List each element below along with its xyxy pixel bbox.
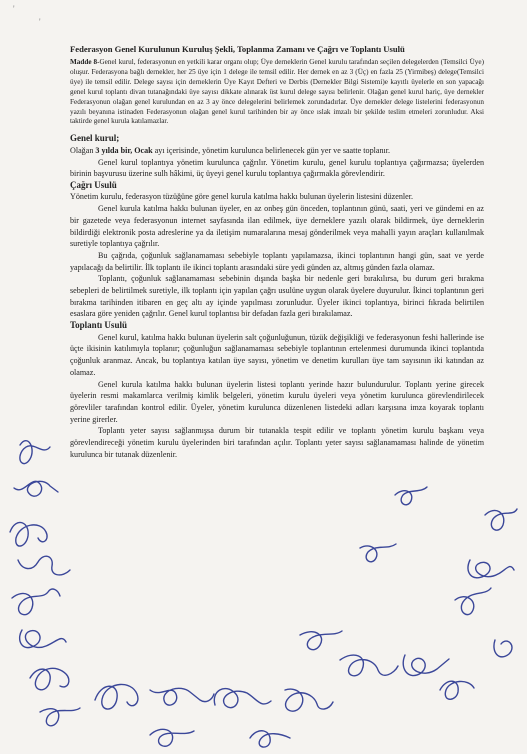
paragraph-toplanti-1: Genel kurul, katılma hakkı bulunan üyelerin salt çoğunluğunun, tüzük değişikliği ve federasyonun feshi hallerinde ise üçte ikisinin katılımıyla toplanır; çoğunluğun sağlanamaması sebebiyle toplantının ertelenmesi durumunda ikinci toplantıda çoğunluk aranmaz. Ancak, bu toplantıya katılan üye sayısı, yönetim ve denetim kurulları üye tam sayısının iki katından az olamaz. xyxy=(70,332,484,377)
signature xyxy=(14,481,58,496)
signature xyxy=(494,640,512,657)
cagri-usulu-heading: Çağrı Usulü xyxy=(70,179,117,190)
paragraph-olaganustu: Genel kurul toplantıya yönetim kurulunca çağrılır. Yönetim kurulu, genel kurulu toplantıya çağırmazsa; üyelerden birinin başvurusu üzerine sulh hâkimi, üç üyeyi genel kurulu toplantıya çağırmakla görevlendirir. xyxy=(70,157,484,179)
signature xyxy=(10,522,47,546)
signature xyxy=(340,655,398,676)
signature xyxy=(395,487,427,505)
signature xyxy=(40,708,80,726)
corner-mark: ' xyxy=(13,4,15,14)
signature xyxy=(214,689,271,708)
signature xyxy=(285,689,333,711)
signature xyxy=(30,668,69,689)
toplanti-usulu-heading: Toplantı Usulü xyxy=(70,320,127,331)
document-body xyxy=(70,44,484,460)
signature xyxy=(95,684,138,709)
madde-text: Genel kurul, federasyonun en yetkili karar organı olup; Üye derneklerin Genel kurulu tarafından seçilen delegelerden (Temsilci Üye) oluşur. Federasyona bağlı dernekler, her 25 üye için 1 delege ile temsil edilir. Her dernek en az 3 (Üç) en fazla 25 (Yirmibeş) delege(Temsilci üye) ile temsil edilir. Delege sayısı için derneklerin Üye Kayıt Defteri ve Derbis (Dernekler Bilgi Sistemi)e kayıtlı üyelerle en son yapacağı genel kurul toplantı divan tutanağındaki üye sayısı dikkate alınarak üst kurul delege sayısı belirlenir. Olağan genel kurul hariç, üye dernekler Federasyonun olağan genel kurulundan en az 3 ay önce delegelerini belirlemek zorundadırlar. Üye dernekler delege listelerini federasyonun yazılı beyanına istinaden Federasyonun olağan genel kurul tarihinden bir ay önce ıslak imzalı bir şekilde teslim etmeleri zorunludur. Aksi taktirde genel kurula katılamazlar. xyxy=(70,58,484,126)
madde-8-paragraph xyxy=(70,58,484,127)
signature xyxy=(455,588,491,615)
paragraph-cagri-1: Yönetim kurulu, federasyon tüzüğüne göre genel kurula katılma hakkı bulunan üyelerin listesini düzenler. xyxy=(70,192,413,202)
paragraph-cagri-2: Genel kurula katılma hakkı bulunan üyeler, en az onbeş gün önceden, toplantının günü, saati, yeri ve gündemi en az bir gazetede veya federasyonun internet sayfasında ilan edilmek, üye derneklere yazılı olarak bildirmek, üye derneklerin bildirdiği elektronik posta adreslerine ya da iletişim numaralarına mesaj gönderilmek veya mahalli yayın araçları kullanılmak suretiyle toplantıya çağrılır. xyxy=(70,204,484,249)
signature xyxy=(360,544,396,562)
corner-mark: ' xyxy=(39,17,41,27)
signature xyxy=(403,655,449,676)
signature xyxy=(150,729,194,746)
signature xyxy=(150,688,214,705)
document-title: Federasyon Genel Kurulunun Kuruluş Şekli, Toplanma Zamanı ve Çağrı ve Toplantı Usulü xyxy=(70,44,405,54)
madde-label: Madde 8- xyxy=(70,58,100,66)
genel-kurul-period: 3 yılda bir, Ocak xyxy=(95,145,153,155)
genel-kurul-heading: Genel kurul; xyxy=(70,133,120,144)
genel-kurul-schedule: Olağan 3 yılda bir, Ocak ayı içerisinde, yönetim kurulunca belirlenecek gün yer ve saatte toplanır. xyxy=(70,145,391,155)
signature xyxy=(20,630,66,648)
paragraph-toplanti-2: Genel kurula katılma hakkı bulunan üyelerin listesi toplantı yerinde hazır bulundurulur. Toplantı yerine girecek üyelerin resmi makamlarca verilmiş kimlik belgeleri, yönetim kurulu üyeleri veya yönetim kurulunca görevlendirilecek görevliler tarafından kontrol edilir. Üyeler, yönetim kurulunca düzenlenen listedeki adları karşısına imza koyarak toplantı yerine girerler. xyxy=(70,379,484,424)
signature xyxy=(250,731,290,747)
signature xyxy=(485,509,517,530)
signature xyxy=(12,589,60,615)
signature xyxy=(468,560,514,578)
paragraph-toplanti-3: Toplantı yeter sayısı sağlanmışsa durum bir tutanakla tespit edilir ve toplantı yönetim kurulu başkanı veya görevlendireceği yönetim kurulu üyelerinden biri tarafından açılır. Toplantı yeter sayısı sağlanamaması halinde de yönetim kurulunca bir tutanak düzenlenir. xyxy=(70,426,484,459)
signature xyxy=(18,556,70,575)
signature xyxy=(20,441,50,464)
signature xyxy=(300,631,342,650)
paragraph-cagri-4: Toplantı, çoğunluk sağlanamaması sebebinin dışında başka bir nedenle geri bırakılırsa, bu durum geri bırakma sebepleri de belirtilmek suretiyle, ilk toplantı için yapılan çağrı usulüne uygun olarak üyelere duyurulur. İkinci toplantının geri bırakma tarihinden itibaren en geç altı ay içinde yapılması zorunludur. Üyeler ikinci toplantıya, birinci fıkrada belirtilen esaslara göre yeniden çağrılır. Genel kurul toplantısı bir defadan fazla geri bırakılamaz. xyxy=(70,274,484,319)
signature xyxy=(440,681,474,699)
paragraph-cagri-3: Bu çağrıda, çoğunluk sağlanamaması sebebiyle toplantı yapılamazsa, ikinci toplantının hangi gün, saat ve yerde yapılacağı da belirtilir. İlk toplantı ile ikinci toplantı arasındaki süre yedi günden az, altmış günden fazla olamaz. xyxy=(70,250,484,272)
